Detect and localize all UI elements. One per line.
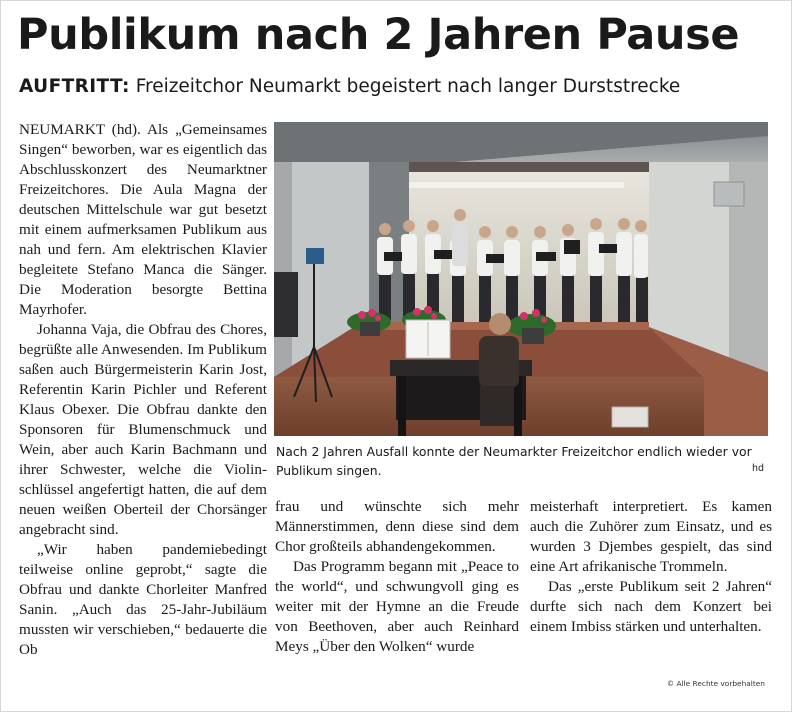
article-column-2: [275, 497, 519, 657]
headline: Publikum nach 2 Jahren Pause: [17, 10, 740, 60]
article-column-1: [19, 120, 267, 660]
subheadline-kicker: AUFTRITT:: [19, 76, 130, 97]
article-paragraph: Das Programm begann mit „Peace to the world“, und schwungvoll ging es weiter mit der Hymne an die Freude von Beethoven, aber auch Reinhard Meys „Über den Wolken“ wurde: [275, 558, 519, 655]
article-paragraph: Das „erste Publikum seit 2 Jahren“ durfte sich nach dem Konzert bei einem Imbiss stärken und unterhalten.: [530, 578, 772, 635]
article-paragraph: frau und wünschte sich mehr Männerstimmen, denn diese sind dem Chor großteils abhandengekommen.: [275, 498, 519, 555]
article-paragraph: „Wir haben pandemiebedingt teilweise online geprobt,“ sagte die Obfrau und dankte Chorleiter Manfred Sanin. „Auch das 25-Jahr-Jubiläum mussten wir verschieben,“ bedauerte die Ob: [19, 541, 267, 658]
article-paragraph: Johanna Vaja, die Obfrau des Chores, begrüßte alle Anwesenden. Im Publikum saßen auch Bürgermeisterin Karin Jost, Referentin Karin Pichler und Referent Klaus Obexer. Die Obfrau dankte den Sponsoren für Blumenschmuck und Wein, aber auch Karin Bachmann und ihrer Schwester, welche die Violinschlüssel angefertigt hatten, die auf dem neuen weißen Oberteil der Chorsänger angebracht sind.: [19, 321, 267, 538]
article-column-3: [530, 497, 772, 637]
article-paragraph: NEUMARKT (hd). Als „Gemeinsames Singen“ beworben, war es eigentlich das Abschlusskonzert des Neumarktner Freizeitchores. Die Aula Magna der deutschen Mittelschule war gut besetzt mit einem aufmerksamen Publikum aus nah und fern. Am elektrischen Klavier begleitete Stefano Manca die Sänger. Die Moderation besorgte Bettina Mayrhofer.: [19, 121, 267, 318]
subheadline: [19, 73, 779, 101]
choir-concert-photo: [274, 122, 768, 436]
copyright-notice: © Alle Rechte vorbehalten: [666, 679, 765, 688]
article-paragraph: meisterhaft interpretiert. Es kamen auch die Zuhörer zum Einsatz, und es wurden 3 Djembes gespielt, das sind eine Art afrikanische Trommeln.: [530, 498, 772, 575]
photo-caption: Nach 2 Jahren Ausfall konnte der Neumarkter Freizeitchor endlich wieder vor Publikum singen.: [276, 444, 752, 478]
subheadline-text: Freizeitchor Neumarkt begeistert nach langer Durststrecke: [135, 76, 681, 97]
photo-credit: hd: [751, 463, 764, 474]
